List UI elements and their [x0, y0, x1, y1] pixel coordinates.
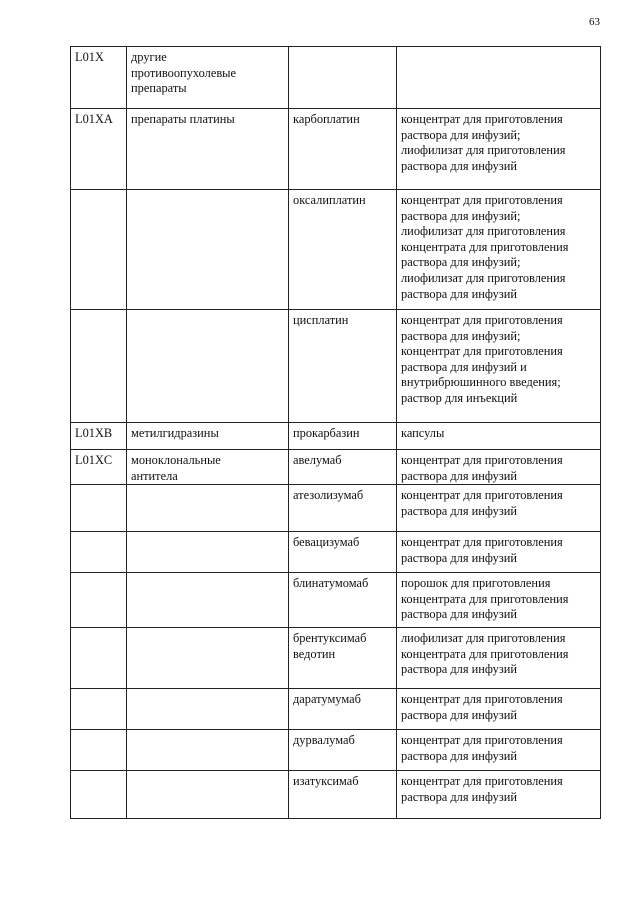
- cell-line: концентрат для приготовления: [401, 774, 563, 789]
- cell-line: раствора для инфузий: [401, 662, 517, 677]
- table-row: [71, 450, 601, 485]
- cell-line: ведотин: [293, 646, 336, 661]
- dosage-form-cell: [397, 573, 601, 628]
- dosage-form-cell: [397, 190, 601, 310]
- drug-name-cell: [289, 730, 397, 771]
- cell-line: лиофилизат для приготовления: [401, 224, 566, 239]
- drug-name-cell: [289, 450, 397, 485]
- dosage-form-cell: [397, 730, 601, 771]
- cell-line: раствора для инфузий: [401, 748, 517, 763]
- atc-code-cell: [71, 190, 127, 310]
- cell-line: концентрат для приготовления: [401, 344, 563, 359]
- atc-code-cell: [71, 771, 127, 819]
- cell-line: концентрата для приготовления: [401, 591, 569, 606]
- atc-code-cell: [71, 532, 127, 573]
- cell-line: концентрат для приготовления: [401, 535, 563, 550]
- drug-name-cell: [289, 771, 397, 819]
- atc-code-cell: L01XB: [71, 423, 127, 450]
- cell-line: прокарбазин: [293, 426, 360, 440]
- cell-line: раствора для инфузий;: [401, 208, 521, 223]
- group-name-cell: [127, 771, 289, 819]
- drug-name-cell: [289, 485, 397, 532]
- table-row: [71, 423, 601, 450]
- cell-line: лиофилизат для приготовления: [401, 631, 566, 646]
- cell-line: капсулы: [401, 426, 445, 440]
- cell-line: концентрат для приготовления: [401, 112, 563, 126]
- group-name-cell: [127, 485, 289, 532]
- cell-line: изатуксимаб: [293, 774, 359, 789]
- dosage-form-cell: [397, 450, 601, 485]
- cell-line: раствора для инфузий;: [401, 255, 521, 270]
- group-name-cell: [127, 730, 289, 771]
- cell-line: другие: [131, 50, 167, 64]
- drug-name-cell: [289, 689, 397, 730]
- table-row: [71, 485, 601, 532]
- cell-line: антитела: [131, 468, 178, 483]
- page-number: 63: [589, 16, 600, 28]
- cell-line: порошок для приготовления: [401, 576, 551, 591]
- cell-line: раствора для инфузий: [401, 158, 517, 173]
- atc-code-cell: [71, 485, 127, 532]
- drug-name-cell: [289, 628, 397, 689]
- drug-name-cell: [289, 190, 397, 310]
- group-name-cell: [127, 532, 289, 573]
- cell-line: дурвалумаб: [293, 733, 355, 748]
- cell-line: препараты платины: [131, 112, 235, 126]
- cell-line: препараты: [131, 81, 187, 96]
- group-name-cell: [127, 109, 289, 190]
- group-name-cell: [127, 573, 289, 628]
- cell-line: раствор для инъекций: [401, 390, 518, 405]
- cell-line: лиофилизат для приготовления: [401, 270, 566, 285]
- cell-line: моноклональные: [131, 453, 221, 467]
- atc-code-cell: L01XC: [71, 450, 127, 485]
- atc-code-cell: L01X: [71, 47, 127, 109]
- cell-line: раствора для инфузий: [401, 707, 517, 722]
- cell-line: концентрат для приготовления: [401, 488, 563, 503]
- dosage-form-cell: [397, 485, 601, 532]
- cell-line: раствора для инфузий: [401, 607, 517, 622]
- table-row: [71, 689, 601, 730]
- table-row: [71, 47, 601, 109]
- cell-line: оксалиплатин: [293, 193, 366, 207]
- atc-code-cell: L01XA: [71, 109, 127, 190]
- dosage-form-cell: [397, 47, 601, 109]
- cell-line: даратумумаб: [293, 692, 361, 707]
- atc-code-cell: [71, 689, 127, 730]
- cell-line: раствора для инфузий и: [401, 359, 527, 374]
- group-name-cell: [127, 47, 289, 109]
- table-row: [71, 771, 601, 819]
- cell-line: метилгидразины: [131, 426, 219, 440]
- table-row: [71, 730, 601, 771]
- drug-name-cell: [289, 532, 397, 573]
- cell-line: бевацизумаб: [293, 535, 360, 550]
- table-row: [71, 109, 601, 190]
- cell-line: противоопухолевые: [131, 65, 236, 80]
- group-name-cell: [127, 689, 289, 730]
- dosage-form-cell: [397, 109, 601, 190]
- cell-line: концентрат для приготовления: [401, 733, 563, 748]
- table-row: [71, 532, 601, 573]
- cell-line: концентрат для приготовления: [401, 453, 563, 467]
- cell-line: авелумаб: [293, 453, 342, 467]
- cell-line: внутрибрюшинного введения;: [401, 375, 561, 390]
- table-row: [71, 573, 601, 628]
- cell-line: атезолизумаб: [293, 488, 364, 503]
- cell-line: раствора для инфузий: [401, 789, 517, 804]
- cell-line: раствора для инфузий: [401, 550, 517, 565]
- drug-name-cell: [289, 109, 397, 190]
- atc-code-cell: [71, 573, 127, 628]
- atc-code-cell: [71, 730, 127, 771]
- cell-line: раствора для инфузий: [401, 286, 517, 301]
- table-row: [71, 190, 601, 310]
- cell-line: концентрат для приготовления: [401, 313, 563, 327]
- group-name-cell: [127, 310, 289, 423]
- table-row: [71, 628, 601, 689]
- dosage-form-cell: [397, 771, 601, 819]
- cell-line: концентрат для приготовления: [401, 193, 563, 207]
- group-name-cell: [127, 450, 289, 485]
- group-name-cell: [127, 190, 289, 310]
- atc-code-cell: [71, 628, 127, 689]
- cell-line: карбоплатин: [293, 112, 360, 126]
- table-row: [71, 310, 601, 423]
- cell-line: цисплатин: [293, 313, 349, 327]
- dosage-form-cell: [397, 532, 601, 573]
- drug-name-cell: [289, 47, 397, 109]
- cell-line: раствора для инфузий;: [401, 328, 521, 343]
- cell-line: раствора для инфузий: [401, 468, 517, 483]
- cell-line: концентрат для приготовления: [401, 692, 563, 707]
- dosage-form-cell: [397, 689, 601, 730]
- drug-table: [70, 46, 601, 819]
- dosage-form-cell: [397, 628, 601, 689]
- table-body: [71, 47, 601, 819]
- cell-line: брентуксимаб: [293, 631, 367, 646]
- cell-line: концентрата для приготовления: [401, 239, 569, 254]
- cell-line: блинатумомаб: [293, 576, 369, 591]
- drug-name-cell: [289, 423, 397, 450]
- cell-line: раствора для инфузий: [401, 503, 517, 518]
- group-name-cell: [127, 628, 289, 689]
- dosage-form-cell: [397, 310, 601, 423]
- drug-name-cell: [289, 573, 397, 628]
- dosage-form-cell: [397, 423, 601, 450]
- cell-line: концентрата для приготовления: [401, 646, 569, 661]
- drug-name-cell: [289, 310, 397, 423]
- cell-line: раствора для инфузий;: [401, 127, 521, 142]
- atc-code-cell: [71, 310, 127, 423]
- cell-line: лиофилизат для приготовления: [401, 143, 566, 158]
- group-name-cell: [127, 423, 289, 450]
